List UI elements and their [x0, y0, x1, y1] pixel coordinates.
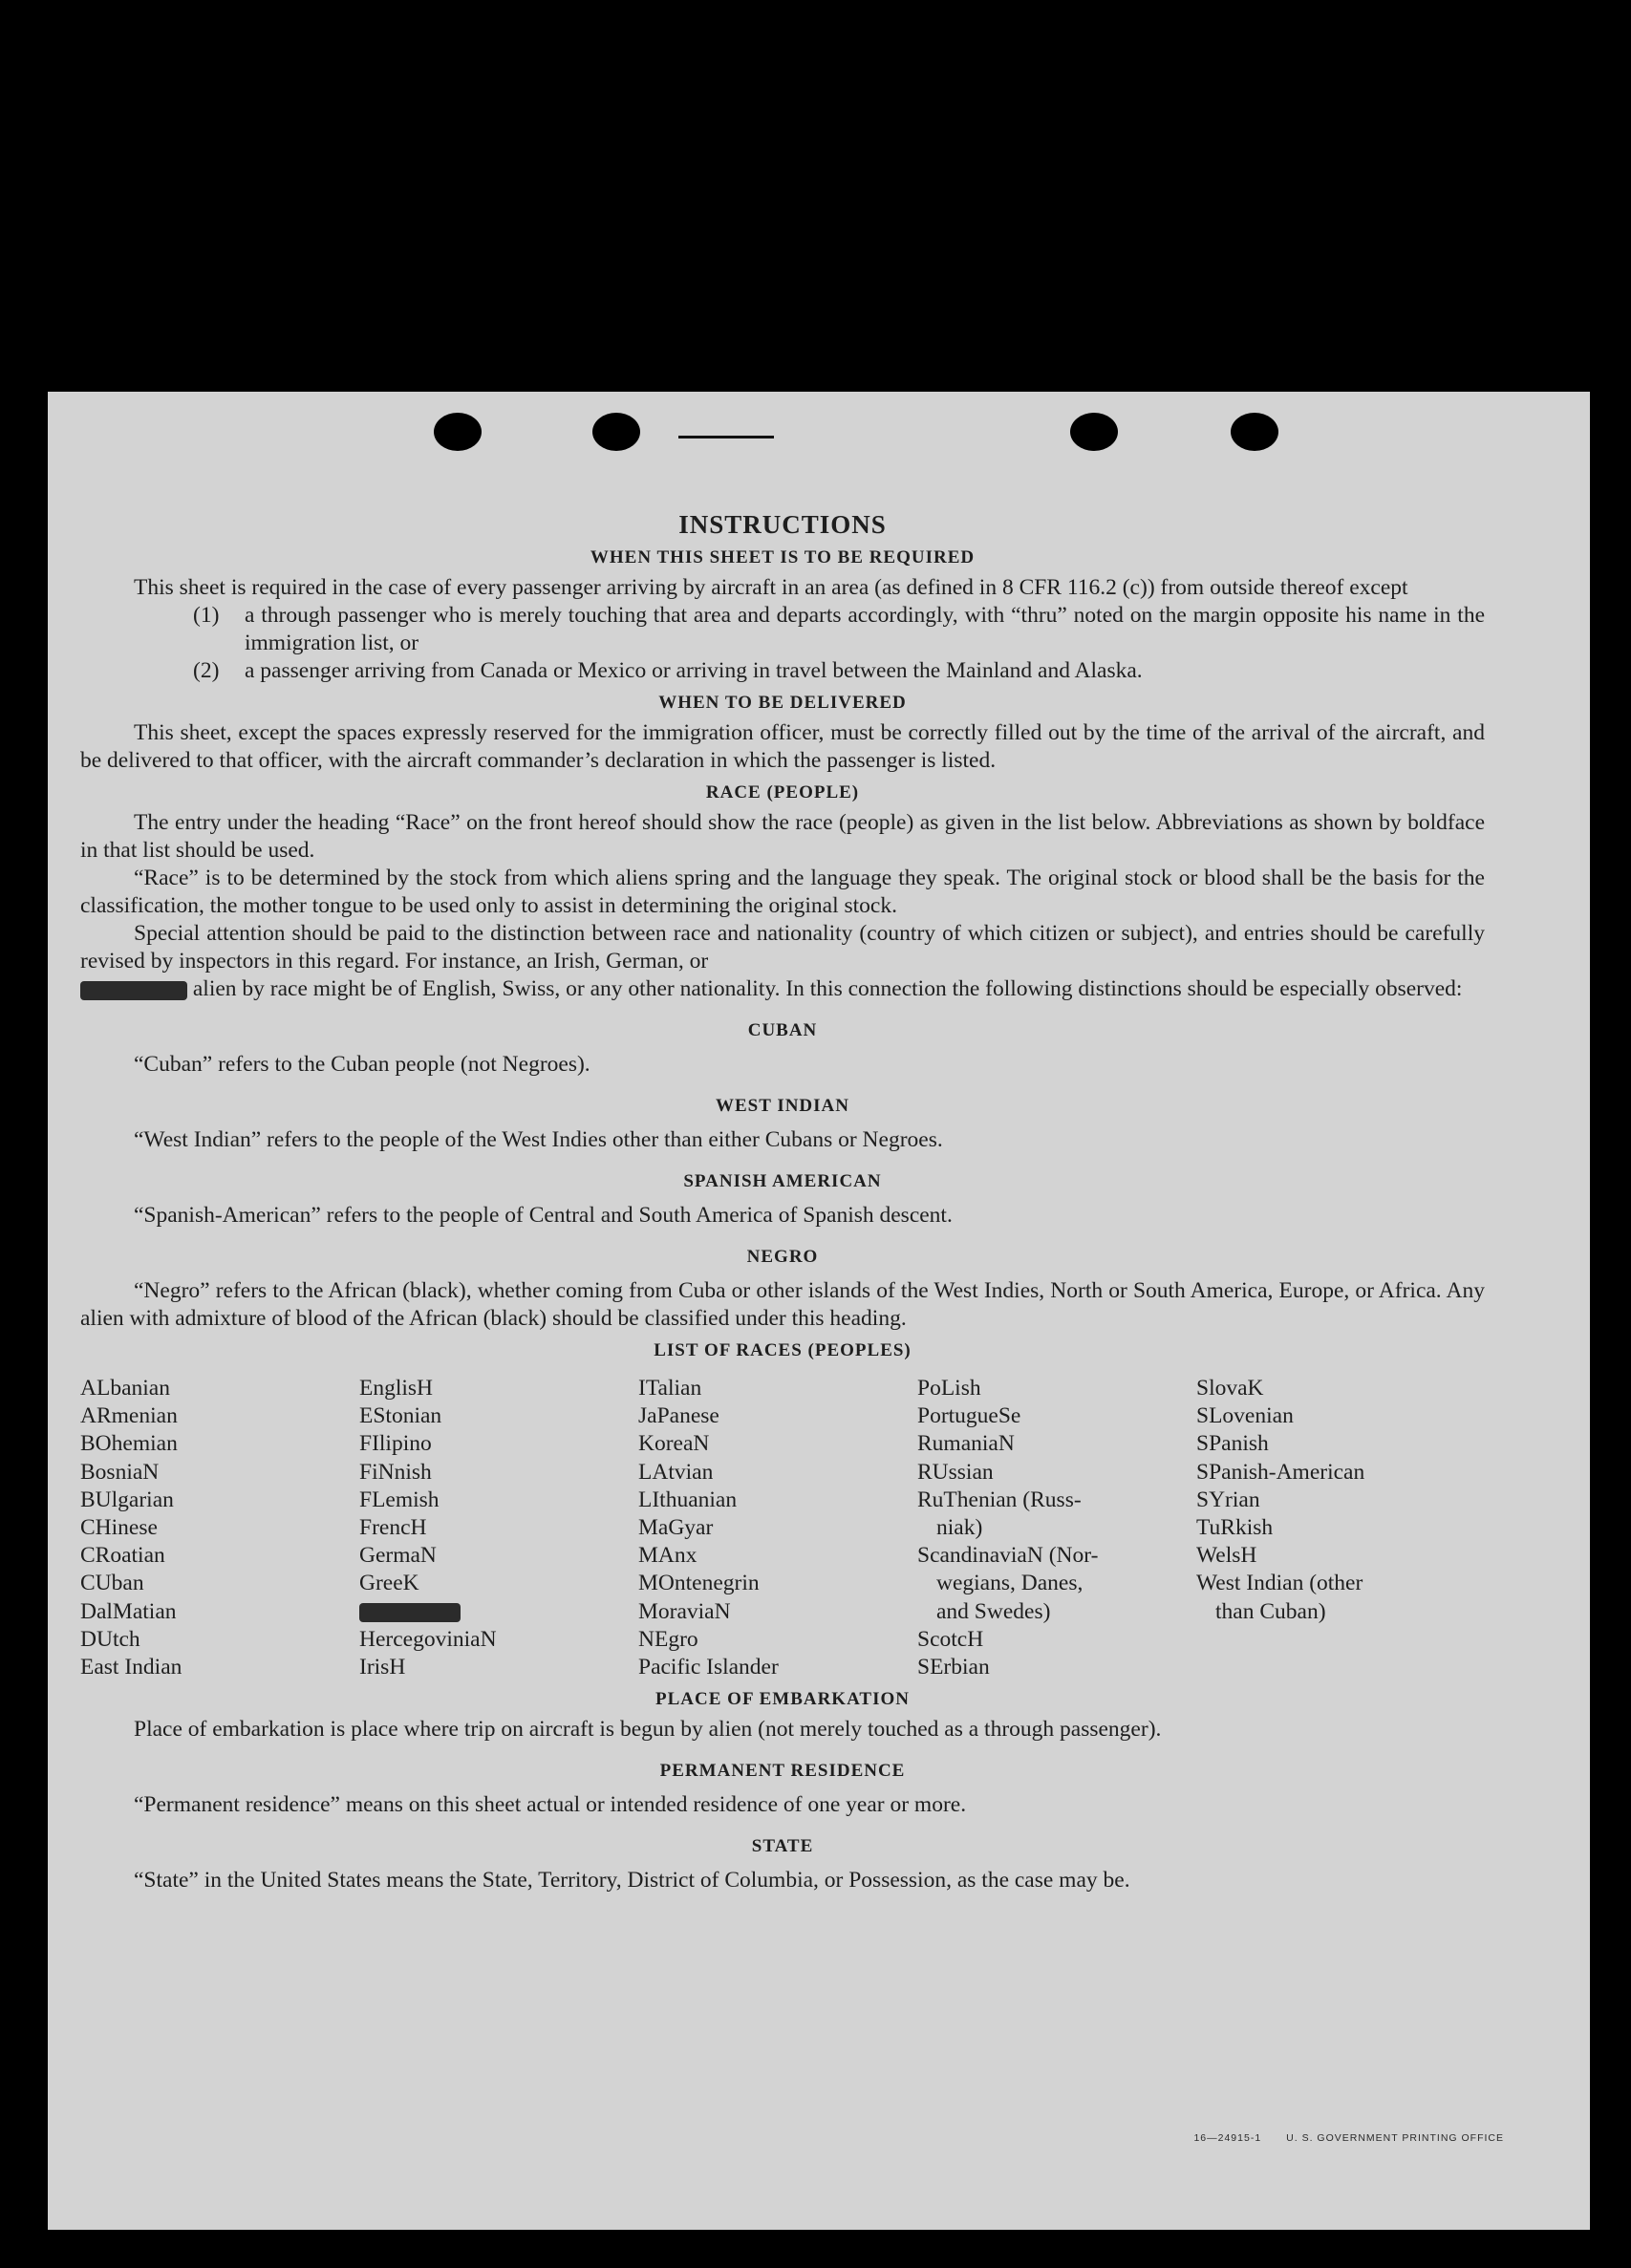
race-entry: Pacific Islander: [638, 1655, 779, 1680]
section-heading-cuban: CUBAN: [747, 1020, 818, 1040]
paragraph-spanish-american: “Spanish-American” refers to the people of Central and South America of Spanish descent.: [134, 1203, 953, 1228]
race-entry: RuThenian (Russ-: [917, 1487, 1082, 1512]
race-entry: CUban: [80, 1571, 144, 1596]
paragraph-race-3-text: alien by race might be of English, Swiss, or any other nationality. In this connection the following distinctions should be especially observed:: [192, 976, 1463, 1001]
race-entry: FLemish: [359, 1487, 440, 1512]
races-column-2: [359, 1375, 638, 1681]
paragraph-race-3: Special attention should be paid to the distinction between race and nationality (country of which citizen or subject), and entries should be carefully revised by inspectors in this regard. For instance, an Irish, German, or: [80, 921, 1485, 974]
race-entry-continued: wegians, Danes,: [936, 1571, 1084, 1596]
paragraph-embarkation: Place of embarkation is place where trip on aircraft is begun by alien (not merely touched as a through passenger).: [134, 1717, 1162, 1743]
race-entry: PortugueSe: [917, 1403, 1021, 1429]
race-entry: GreeK: [359, 1571, 419, 1596]
paragraph-race-2: “Race” is to be determined by the stock from which aliens spring and the language they speak. The original stock or blood shall be the basis for the classification, the mother tongue to be used only to assist in determining the original stock.: [80, 866, 1485, 918]
race-entry: FiNnish: [359, 1459, 432, 1485]
punch-hole: [1231, 413, 1278, 451]
races-column-5: [1196, 1375, 1485, 1681]
section-heading-list-of-races: LIST OF RACES (PEOPLES): [654, 1340, 912, 1360]
section-heading-spanish-american: SPANISH AMERICAN: [683, 1171, 882, 1191]
race-entry-redacted: [359, 1598, 638, 1626]
race-entry: West Indian (other: [1196, 1571, 1363, 1596]
paragraph-negro: “Negro” refers to the African (black), whether coming from Cuba or other islands of the West Indies, North or South America, Europe, or Africa. Any alien with admixture of blood of the African (black) should be classified under this heading.: [80, 1278, 1485, 1331]
list-item: [193, 657, 1485, 685]
item-text: a through passenger who is merely touching that area and departs accordingly, with “thru” noted on the margin opposite his name in the immigration list, or: [245, 603, 1485, 655]
race-entry: BosniaN: [80, 1459, 160, 1485]
race-entry: DalMatian: [80, 1598, 177, 1624]
punch-hole: [1070, 413, 1118, 451]
race-entry-continued: and Swedes): [936, 1598, 1051, 1624]
race-entry: SPanish: [1196, 1431, 1269, 1457]
section-heading-permanent-residence: PERMANENT RESIDENCE: [659, 1761, 906, 1782]
race-entry: BUlgarian: [80, 1487, 174, 1512]
section-heading-negro: NEGRO: [746, 1247, 819, 1267]
races-column-4: [917, 1375, 1196, 1681]
paragraph-requirement: This sheet is required in the case of every passenger arriving by aircraft in an area (as defined in 8 CFR 116.2 (c)) from outside thereof except: [134, 575, 1408, 600]
race-entry: EnglisH: [359, 1376, 434, 1401]
race-entry: ScotcH: [917, 1626, 984, 1652]
races-list: [80, 1375, 1485, 1681]
race-entry: SLovenian: [1196, 1403, 1294, 1429]
printer-name: U. S. GOVERNMENT PRINTING OFFICE: [1286, 2132, 1504, 2144]
race-entry: LIthuanian: [638, 1487, 738, 1512]
item-number: (1): [193, 603, 220, 628]
race-entry: SYrian: [1196, 1487, 1260, 1512]
race-entry: TuRkish: [1196, 1515, 1274, 1541]
paragraph-delivery: This sheet, except the spaces expressly reserved for the immigration officer, must be correctly filled out by the time of the arrival of the aircraft, and be delivered to that officer, with the aircraft commander’s declaration in which the passenger is listed.: [80, 720, 1485, 773]
race-entry: ITalian: [638, 1376, 702, 1401]
race-entry: IrisH: [359, 1655, 406, 1680]
race-entry: SErbian: [917, 1655, 990, 1680]
race-entry: LAtvian: [638, 1459, 714, 1485]
redaction-mark: [80, 981, 187, 1000]
scan-mark: [678, 436, 774, 439]
paragraph-west-indian: “West Indian” refers to the people of the West Indies other than either Cubans or Negroes.: [134, 1127, 943, 1152]
race-entry: MaGyar: [638, 1515, 714, 1541]
punch-hole: [592, 413, 640, 451]
race-entry: SPanish-American: [1196, 1459, 1365, 1485]
section-heading-race: RACE (PEOPLE): [705, 782, 860, 802]
paragraph-race-3-continued: [80, 975, 1485, 1003]
race-entry: FrencH: [359, 1515, 427, 1541]
paragraph-permanent-residence: “Permanent residence” means on this sheet actual or intended residence of one year or more.: [134, 1792, 967, 1818]
race-entry: EStonian: [359, 1403, 442, 1429]
race-entry: FIlipino: [359, 1431, 432, 1457]
item-text: a passenger arriving from Canada or Mexico or arriving in travel between the Mainland and Alaska.: [245, 658, 1143, 683]
paragraph-race-1: The entry under the heading “Race” on the front hereof should show the race (people) as given in the list below. Abbreviations as shown by boldface in that list should be used.: [80, 810, 1485, 863]
punch-hole: [434, 413, 482, 451]
item-number: (2): [193, 658, 220, 683]
race-entry-continued: niak): [936, 1515, 983, 1541]
race-entry: East Indian: [80, 1655, 182, 1680]
section-heading-when-delivered: WHEN TO BE DELIVERED: [658, 693, 907, 713]
race-entry: WelsH: [1196, 1543, 1257, 1569]
instructions-content: [80, 510, 1485, 1894]
race-entry: CHinese: [80, 1515, 158, 1541]
race-entry-continued: than Cuban): [1215, 1598, 1326, 1624]
race-entry: PoLish: [917, 1376, 981, 1401]
printer-imprint: [1169, 2132, 1504, 2144]
paragraph-cuban: “Cuban” refers to the Cuban people (not Negroes).: [134, 1052, 590, 1077]
race-entry: JaPanese: [638, 1403, 719, 1429]
list-item: [193, 602, 1485, 657]
section-heading-state: STATE: [751, 1836, 814, 1857]
race-entry: CRoatian: [80, 1543, 165, 1569]
race-entry: KoreaN: [638, 1431, 710, 1457]
race-entry: BOhemian: [80, 1431, 178, 1457]
race-entry: ARmenian: [80, 1403, 178, 1429]
race-entry: MAnx: [638, 1543, 697, 1569]
race-entry: NEgro: [638, 1626, 698, 1652]
instruction-sheet: [48, 392, 1590, 2230]
section-heading-west-indian: WEST INDIAN: [716, 1096, 849, 1116]
race-entry: RumaniaN: [917, 1431, 1015, 1457]
race-entry: RUssian: [917, 1459, 994, 1485]
redaction-mark: [359, 1603, 461, 1622]
races-column-1: [80, 1375, 359, 1681]
race-entry: MoraviaN: [638, 1598, 731, 1624]
race-entry: DUtch: [80, 1626, 140, 1652]
race-entry: SlovaK: [1196, 1376, 1264, 1401]
section-heading-embarkation: PLACE OF EMBARKATION: [655, 1689, 910, 1710]
race-entry: GermaN: [359, 1543, 437, 1569]
section-heading-when-required: WHEN THIS SHEET IS TO BE REQUIRED: [590, 547, 976, 567]
races-column-3: [638, 1375, 917, 1681]
form-number: 16—24915-1: [1193, 2132, 1262, 2144]
race-entry: ScandinaviaN (Nor-: [917, 1543, 1099, 1569]
race-entry: MOntenegrin: [638, 1571, 760, 1596]
race-entry: ALbanian: [80, 1376, 170, 1401]
paragraph-state: “State” in the United States means the State, Territory, District of Columbia, or Possession, as the case may be.: [134, 1868, 1130, 1894]
page-title: INSTRUCTIONS: [678, 510, 887, 539]
race-entry: HercegoviniaN: [359, 1626, 497, 1652]
